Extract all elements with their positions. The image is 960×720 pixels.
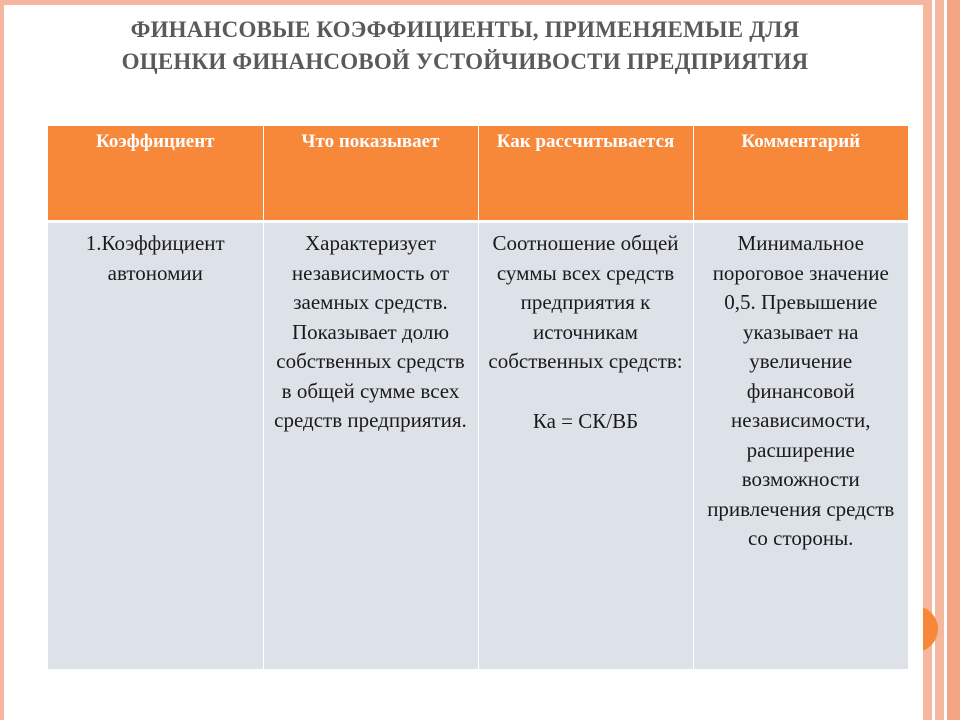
formula-text: Ка = СК/ВБ xyxy=(532,408,639,433)
table-row xyxy=(48,222,908,670)
table-header-row xyxy=(48,126,908,222)
what-shows-text: Характеризует независимость от заемных средств. Показывает долю собственных средств в общей сумме всех средств предприятия. xyxy=(274,231,467,432)
how-calculated-text: Соотношение общей суммы всех средств предприятия к источникам собственных средств: xyxy=(488,231,683,373)
coefficient-name: 1.Коэффициент автономии xyxy=(85,231,225,285)
cell-how-calculated xyxy=(478,222,693,670)
cell-coefficient xyxy=(48,222,263,670)
financial-ratios-table xyxy=(48,126,908,669)
header-what-shows: Что показывает xyxy=(263,126,478,222)
slide-title-line-1: ФИНАНСОВЫЕ КОЭФФИЦИЕНТЫ, ПРИМЕНЯЕМЫЕ ДЛЯ xyxy=(130,17,800,42)
cell-what-shows xyxy=(263,222,478,670)
header-how-calculated: Как рассчитывается xyxy=(478,126,693,222)
slide-title-line-2: ОЦЕНКИ ФИНАНСОВОЙ УСТОЙЧИВОСТИ ПРЕДПРИЯТИЯ xyxy=(121,49,809,74)
comment-text: Минимальное пороговое значение 0,5. Превышение указывает на увеличение финансовой независимости, расширение возможности привлечения средств со стороны. xyxy=(707,231,895,550)
header-comment: Комментарий xyxy=(693,126,908,222)
cell-comment xyxy=(693,222,908,670)
header-coefficient: Коэффициент xyxy=(48,126,263,222)
slide-title xyxy=(60,14,870,78)
frame-left-border xyxy=(0,0,4,720)
